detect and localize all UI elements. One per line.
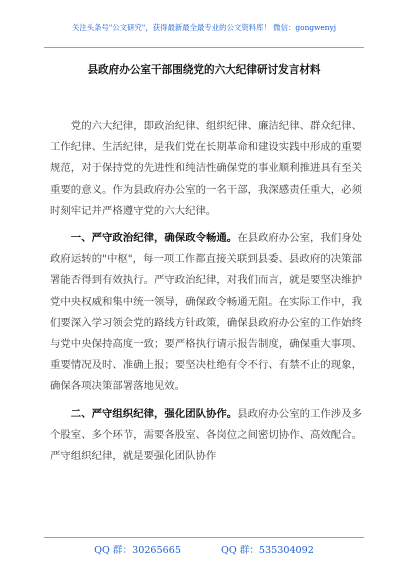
footer-qq-group-1: QQ 群：30265665 bbox=[94, 545, 181, 556]
footer-divider bbox=[44, 537, 364, 538]
paragraph-intro bbox=[50, 116, 362, 222]
paragraph-text: 在县政府办公室，我们身处政府运转的"中枢"，每一项工作都直接关联到县委、县政府的决策部署能否得到有效执行。严守政治纪律，对我们而言，就是要坚决维护党中央权威和集中统一领导，确保政令畅通无阻。在实际工作中，我们要深入学习领会党的路线方针政策，确保县政府办公室的工作始终与党中央保持高度一致；要严格执行请示报告制度，确保重大事项、重要情况及时、准确上报；要坚决杜绝有令不行、有禁不止的现象，确保各项决策部署落地见效。 bbox=[50, 232, 362, 393]
paragraph-political-discipline bbox=[50, 228, 362, 398]
paragraph-text: 党的六大纪律，即政治纪律、组织纪律、廉洁纪律、群众纪律、工作纪律、生活纪律，是我们党在长期革命和建设实践中形成的重要规范，对于保持党的先进性和纯洁性确保党的事业顺利推进具有至关重要的意义。作为县政府办公室的一名干部，我深感责任重大，必须时刻牢记并严格遵守党的六大纪律。 bbox=[50, 120, 362, 217]
paragraph-organizational-discipline bbox=[50, 404, 362, 468]
paragraph-text: 县政府办公室的工作涉及多个股室、多个环节，需要各股室、各岗位之间密切协作、高效配合。严守组织纪律，就是要强化团队协作 bbox=[50, 407, 362, 463]
footer-contact bbox=[0, 542, 408, 556]
paragraph-lead: 二、严守组织纪律，强化团队协作。 bbox=[70, 407, 238, 420]
footer-qq-group-2: QQ 群：535304092 bbox=[220, 545, 314, 556]
header-divider bbox=[44, 47, 364, 48]
paragraph-lead: 一、严守政治纪律，确保政令畅通。 bbox=[70, 232, 238, 245]
header-banner: 关注头条号"公文研究"，获得最新最全最专业的公文资料库！ 微信：gongwenyj bbox=[71, 23, 337, 32]
document-body bbox=[50, 116, 362, 473]
document-title: 县政府办公室干部围绕党的六大纪律研讨发言材料 bbox=[87, 64, 321, 76]
